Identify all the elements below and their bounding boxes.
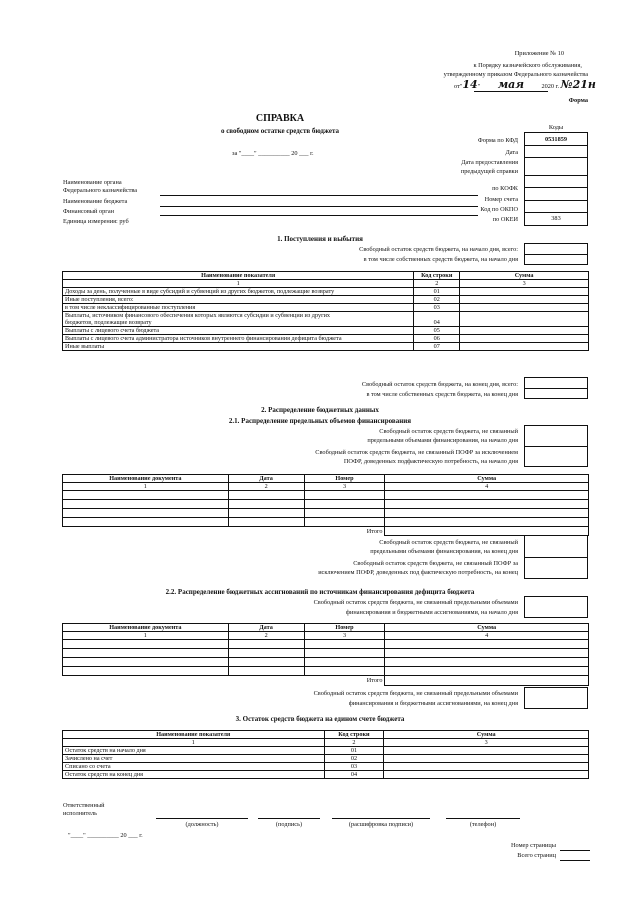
okei-label: по ОКЕИ [492,216,518,223]
phone-line[interactable] [446,818,520,819]
date-label: Дата [505,149,518,156]
s1-end-own: в том числе собственных средств бюджета, на конец дня [366,391,518,398]
s22-end-b: финансирования и бюджетными ассигнованиями, на конец дня [348,700,518,707]
budget-field-line [160,206,478,207]
appendix-label: Приложение № 10 [514,50,564,57]
table-row: Доходы за день, полученные в виде субсидий и субвенций из других бюджетов, подлежащие возврату 01 [63,288,589,296]
s21-note2a: Свободный остаток средств бюджета, не связанный ПОФР за исключением [315,449,518,456]
handwritten-month: мая [497,78,525,91]
page-number-line[interactable] [560,850,590,851]
s21-note1b: предельными объемами финансирования, на начало дня [367,437,518,444]
s1-end-balance: Свободный остаток средств бюджета, на конец дня, всего: [361,381,518,388]
form-kfd-label: Форма по КФД [477,137,518,144]
unit-label: Единица измерения: руб [63,218,129,225]
section2-2-title: 2.2. Распределение бюджетных ассигнований по источникам финансирования дефицита бюджета [165,588,475,596]
appendix-line1: к Порядку казначейского обслуживания, [473,62,582,69]
table-row [63,640,589,649]
s22-end-box [524,687,588,709]
position-line[interactable] [156,818,248,819]
table-row: Списано со счета 03 [63,763,589,771]
decode-caption: (расшифровка подписи) [348,821,414,828]
table-row: в том числе неклассифицированные поступления 03 [63,304,589,312]
table-row: Выплаты с лицевого счета бюджета 05 [63,327,589,335]
doc-title: СПРАВКА [255,113,305,124]
s1-table: Наименование показателя Код строки Сумма 1 2 3 Доходы за день, полученные в виде субсидий и субвенций из других бюджетов, подлежащие возврату 01 Иные поступления, всего: 02 в том числе неклассифицированные поступления 03 Выплаты, источником финансового обеспечения которых являются субсидии и субвенции из других бюджетов, подлежащие возврату 04 Выплаты с лицевого счета бюджета 05 Выплаты с лицевого счета администратора источников внутреннего финансирования дефицита бюджета 06 Иные выплаты 07 [62,271,589,351]
okpo-label: Код по ОКПО [480,206,518,213]
table-row [63,491,589,500]
s22-start-box [524,596,588,618]
s21-end2a: Свободный остаток средств бюджета, не связанный ПОФР за [353,560,518,567]
org-label: Наименование органа [63,179,122,186]
table-row [63,500,589,509]
s21-note2b: ПОФР, доведенных подфактическую потребность, на начало дня [343,458,518,465]
prev-date-label2: предыдущей справки [460,168,518,175]
total-pages-line[interactable] [560,860,590,861]
table-row [63,509,589,518]
s21-note1a: Свободный остаток средств бюджета, не связанный [379,428,518,435]
s21-end2b: исключением ПОФР, доведенных под фактическую потребность, на конец [318,569,518,576]
no-sign: № [560,78,573,91]
sign-line[interactable] [258,818,320,819]
s21-end1b: предельными объемами финансирования, на конец дня [370,548,518,555]
phone-caption: (телефон) [469,821,497,828]
date-underline [474,91,548,92]
codes-header: Коды [548,124,564,131]
table-row [63,518,589,527]
table-row: Иные выплаты 07 [63,343,589,351]
table-row: Выплаты, источником финансового обеспечения которых являются субсидии и субвенции из других бюджетов, подлежащие возврату 04 [63,312,589,327]
table-row: Зачислено на счет 02 [63,755,589,763]
s22-note-b: финансирования и бюджетными ассигнованиями, на начало дня [345,609,518,616]
account-label: Номер счета [484,196,518,203]
page-number-label: Номер страницы [511,842,556,849]
sign-caption: (подпись) [275,821,303,828]
section2-1-title: 2.1. Распределение предельных объемов финансирования [228,417,412,425]
doc-date-line: за "____" __________ 20 ___ г. [232,150,314,157]
doc-subtitle: о свободном остатке средств бюджета [220,127,340,135]
form-kfd-value: 0531859 [544,136,568,143]
table-row [63,667,589,676]
signature-date-line: "____" __________ 20 ___ г. [68,832,143,839]
table-row: Остаток средств на начало дня 01 [63,747,589,755]
table-row: Иные поступления, всего: 02 [63,296,589,304]
total-pages-label: Всего страниц [517,852,556,859]
org-label2: Федерального казначейства [63,187,138,194]
s1-start-own: в том числе собственных средств бюджета, на начало дня [363,256,518,263]
section2-title: 2. Распределение бюджетных данных [261,406,379,414]
s1-start-balance: Свободный остаток средств бюджета, на начало дня, всего: [359,246,518,253]
handwritten-day: 14 [462,78,478,91]
s21-end1a: Свободный остаток средств бюджета, не связанный [379,539,518,546]
responsible-label: Ответственный [63,802,105,809]
section3-title: 3. Остаток средств бюджета на едином счете бюджета [235,715,405,723]
s22-note-a: Свободный остаток средств бюджета, не связанный предельными объемами [313,599,518,606]
appendix-line2: утвержденному приказом Федерального казначейства [443,71,588,78]
kofk-label: по КОФК [492,185,518,192]
budget-label: Наименование бюджета [63,198,128,205]
handwritten-number: 21н [572,78,596,91]
table-row: Остаток средств на конец дня 04 [63,771,589,779]
appendix-from: от"14" мая 2020 г. №21н [454,78,596,91]
table-row [63,658,589,667]
s22-table: Наименование документа Дата Номер Сумма 1 2 3 4 Итого [62,623,589,686]
table-row [63,649,589,658]
s3-table: Наименование показателя Код строки Сумма 1 2 3 Остаток средств на начало дня 01 Зачислено на счет 02 Списано со счета 03 Остаток средств на конец дня 04 [62,730,589,779]
fin-org-field-line [160,215,478,216]
s22-end-a: Свободный остаток средств бюджета, не связанный предельными объемами [313,690,518,697]
position-caption: (должность) [185,821,219,828]
decode-line[interactable] [332,818,430,819]
executor-label: исполнитель [63,810,98,817]
okei-value: 383 [551,215,561,222]
total-row: Итого [63,676,589,686]
prev-date-label: Дата предоставления [461,159,518,166]
form-label: Форма [568,97,588,104]
fin-org-label: Финансовый орган [63,208,115,215]
table-row: Выплаты с лицевого счета администратора источников внутреннего финансирования дефицита бюджета 06 [63,335,589,343]
section1-title: 1. Поступления и выбытия [277,235,363,243]
total-row: Итого [63,527,589,536]
s21-table: Наименование документа Дата Номер Сумма 1 2 3 4 Итого [62,474,589,536]
org-field-line [160,195,478,196]
